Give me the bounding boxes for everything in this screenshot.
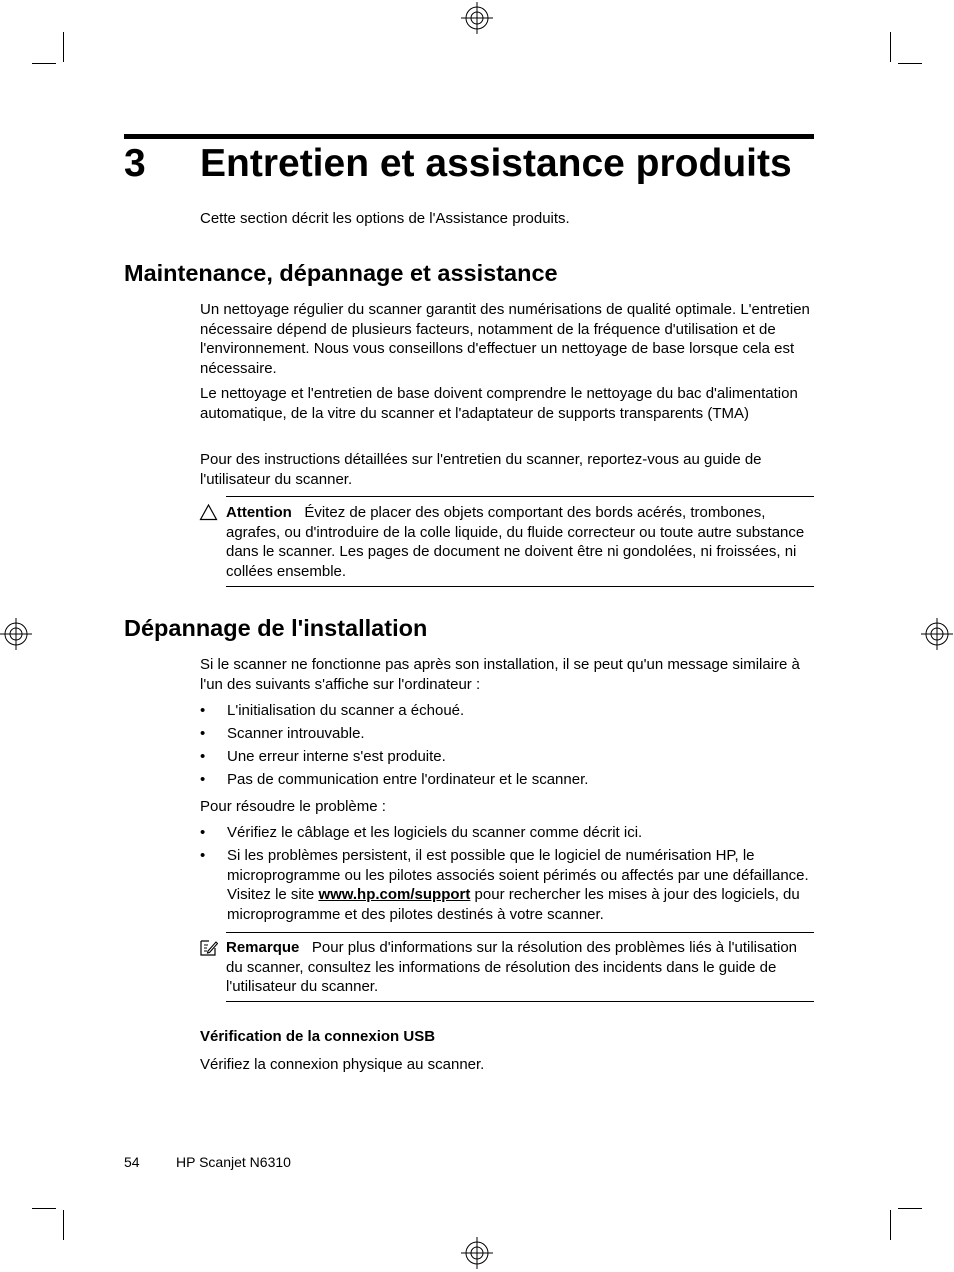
crop-mark [32,1208,56,1209]
crop-mark [32,63,56,64]
registration-mark-icon [461,1237,493,1269]
error-message-text: L'initialisation du scanner a échoué. [227,702,465,719]
install-paragraph-2: Pour résoudre le problème : [200,798,386,815]
crop-mark [890,1210,891,1240]
footer-product-name: HP Scanjet N6310 [176,1154,291,1170]
error-message-text: Une erreur interne s'est produite. [227,748,446,765]
registration-mark-icon [461,2,493,34]
caution-bottom-rule [226,586,814,587]
bullet: • [200,847,206,864]
chapter-rule [124,134,814,139]
maintenance-paragraph-1: Un nettoyage régulier du scanner garantit des numérisations de qualité optimale. L'entretien nécessaire dépend de plusieurs facteurs, notamment de la fréquence d'utilisation et de l'environnement. Nous vous conseillons d'effectuer un nettoyage de base lorsque cela est nécessaire. [200,301,810,377]
crop-mark [898,63,922,64]
crop-mark [898,1208,922,1209]
hp-support-link[interactable]: www.hp.com/support [318,886,471,904]
crop-mark [63,1210,64,1240]
bullet: • [200,771,206,788]
bullet: • [200,748,206,765]
bullet: • [200,702,206,719]
page-number: 54 [124,1154,140,1170]
note-label: Remarque [226,939,300,956]
maintenance-paragraph-3: Pour des instructions détaillées sur l'entretien du scanner, reportez-vous au guide de l'utilisateur du scanner. [200,451,762,488]
chapter-number: 3 [124,142,146,185]
install-paragraph-3: Vérifiez la connexion physique au scanner. [200,1056,485,1073]
sub-heading-usb: Vérification de la connexion USB [200,1028,436,1045]
crop-mark [63,32,64,62]
bullet: • [200,824,206,841]
registration-mark-icon [921,618,953,650]
bullet: • [200,725,206,742]
maintenance-paragraph-2: Le nettoyage et l'entretien de base doivent comprendre le nettoyage du bac d'alimentation automatique, de la vitre du scanner et l'adaptateur de supports transparents (TMA) [200,385,798,422]
caution-triangle-icon [199,503,218,522]
note-top-rule [226,932,814,933]
step2-text-before: Si les problèmes persistent, il est possible que le logiciel de numérisation HP, le microprogramme ou les pilotes associés soient périmés ou affectés par une défaillance. Visitez le site [227,847,809,904]
step-text [227,846,817,924]
error-message-text: Pas de communication entre l'ordinateur et le scanner. [227,771,589,788]
caution-text: Évitez de placer des objets comportant des bords acérés, trombones, agrafes, ou d'introduire de la colle liquide, du fluide correcteur ou toute autre substance dans le scanner. Les pages de document ne doivent être ni gondolées, ni froissées, ni collées ensemble. [226,504,805,580]
registration-mark-icon [0,618,32,650]
caution-block [226,503,816,581]
chapter-intro: Cette section décrit les options de l'Assistance produits. [200,210,570,227]
install-paragraph-1: Si le scanner ne fonctionne pas après son installation, il se peut qu'un message similaire à l'un des suivants s'affiche sur l'ordinateur : [200,656,800,693]
note-pencil-icon [199,938,218,957]
error-message-text: Scanner introuvable. [227,725,365,742]
step2-text-after: pour rechercher les mises à jour des logiciels, du microprogramme et des pilotes destinés à votre scanner. [227,886,800,923]
step-text: Vérifiez le câblage et les logiciels du scanner comme décrit ici. [227,824,643,841]
note-bottom-rule [226,1001,814,1002]
crop-mark [890,32,891,62]
section-heading-maintenance: Maintenance, dépannage et assistance [124,260,558,286]
chapter-title: Entretien et assistance produits [200,142,792,185]
section-heading-installation: Dépannage de l'installation [124,615,428,641]
note-text: Pour plus d'informations sur la résolution des problèmes liés à l'utilisation du scanner, consultez les informations de résolution des incidents dans le guide de l'utilisateur du scanner. [226,939,798,996]
caution-top-rule [226,496,814,497]
note-block [226,938,816,997]
caution-label: Attention [226,504,292,521]
